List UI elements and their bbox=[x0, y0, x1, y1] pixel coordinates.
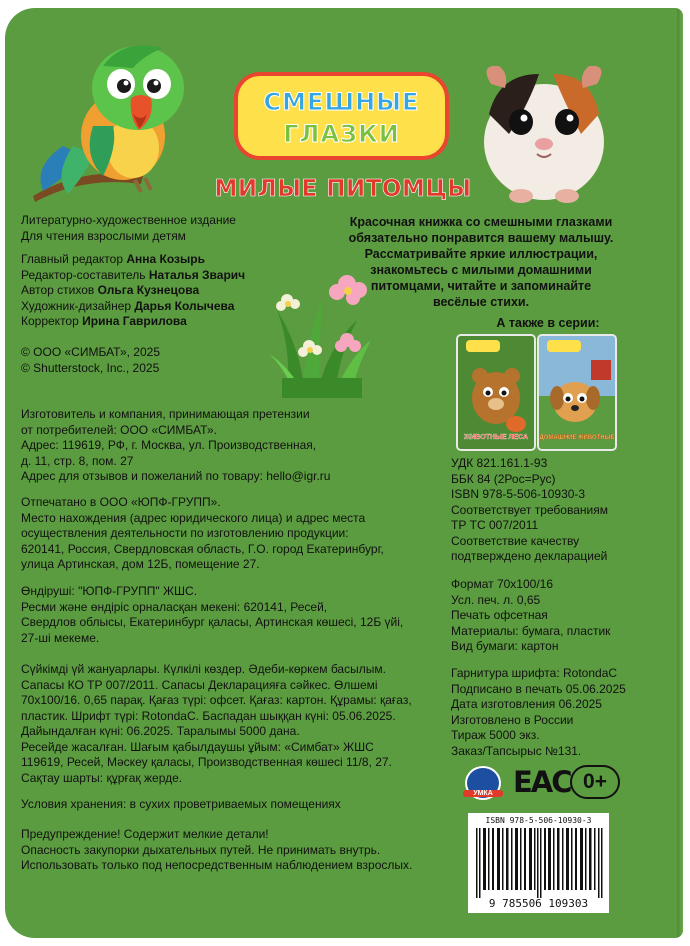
warning-line: Использовать только под непосредственным наблюдением взрослых. bbox=[21, 858, 413, 872]
credit-poems-author: Автор стихов Ольга Кузнецова bbox=[21, 283, 200, 297]
age-rating-text: 0+ bbox=[583, 770, 607, 793]
compliance-line: Соответствие качеству bbox=[451, 533, 580, 548]
copyright-line: © Shutterstock, Inc., 2025 bbox=[21, 360, 160, 375]
kz-info-line: Сапасы КО ТР 007/2011. Сапасы Декларацияға сәйкес. Өлшемі bbox=[21, 677, 378, 692]
credit-designer: Художник-дизайнер Дарья Колычева bbox=[21, 298, 235, 313]
manufacturer-line: от потребителей: ООО «СИМБАТ». bbox=[21, 422, 217, 437]
kz-info-line: пластик. Шрифт түрі: RotondaC. Баспадан шыққан күні: 05.06.2025. bbox=[21, 708, 396, 723]
udk: УДК 821.161.1-93 bbox=[451, 456, 548, 470]
print-info-line: Гарнитура шрифта: RotondaC bbox=[451, 666, 618, 680]
printer-line: Место нахождения (адрес юридического лица) и адрес места bbox=[21, 510, 366, 525]
warning-line: Предупреждение! Содержит мелкие детали! bbox=[21, 827, 269, 841]
parrot-illustration bbox=[23, 26, 223, 206]
credit-proofreader: Корректор Ирина Гаврилова bbox=[21, 314, 187, 328]
description-line: знакомьтесь с милыми домашними bbox=[370, 263, 592, 277]
credit-chief-editor: Главный редактор Анна Козырь bbox=[21, 252, 205, 266]
barcode-isbn-label: ISBN 978-5-506-10930-3 bbox=[485, 816, 592, 825]
series-book-title: ЖИВОТНЫЕ ЛЕСА bbox=[464, 434, 528, 441]
print-info-line: Дата изготовления 06.2025 bbox=[451, 697, 602, 711]
kz-info-line: Сақтау шарты: құрғақ жерде. bbox=[21, 770, 183, 785]
credit-compiler: Редактор-составитель Наталья Зварич bbox=[21, 267, 246, 282]
description-line: питомцами, читайте и запоминайте bbox=[370, 279, 592, 293]
print-info-line: Заказ/Тапсырыс №131. bbox=[451, 743, 582, 758]
series-book-cover bbox=[537, 334, 617, 451]
umka-logo-text: УМКА bbox=[463, 790, 503, 797]
bear-cover-art bbox=[458, 336, 534, 449]
kz-printer-line: Өндіруші: "ЮПФ-ГРУПП" ЖШС. bbox=[21, 584, 198, 598]
edition-audience: Для чтения взрослыми детям bbox=[21, 228, 186, 243]
barcode-digits: 9 785506 109303 bbox=[488, 897, 589, 910]
description-line: Красочная книжка со смешными глазками bbox=[349, 215, 613, 229]
printer-line: осуществления деятельности по изготовлению продукции: bbox=[21, 526, 349, 540]
cover-spine-edge bbox=[677, 8, 683, 938]
storage-conditions: Условия хранения: в сухих проветриваемых помещениях bbox=[21, 797, 341, 811]
printer-line: Отпечатано в ООО «ЮПФ-ГРУПП». bbox=[21, 495, 221, 509]
print-info-line: Подписано в печать 05.06.2025 bbox=[451, 681, 626, 696]
series-book-cover bbox=[456, 334, 536, 451]
compliance-line: подтверждено декларацией bbox=[451, 549, 608, 563]
format-line: Формат 70х100/16 bbox=[451, 577, 554, 591]
logo-line-2: ГЛАЗКИ bbox=[283, 120, 400, 148]
format-line: Вид бумаги: картон bbox=[451, 639, 559, 653]
format-line: Печать офсетная bbox=[451, 608, 548, 622]
book-title: МИЛЫЕ ПИТОМЦЫ bbox=[214, 176, 472, 202]
barcode bbox=[468, 813, 609, 913]
manufacturer-line: д. 11, стр. 8, пом. 27 bbox=[21, 453, 134, 468]
kz-printer-line: Ресми және өндіріс орналасқан мекені: 620141, Ресей, bbox=[21, 599, 328, 614]
description-line: весёлые стихи. bbox=[432, 295, 530, 309]
edition-type: Литературно-художественное издание bbox=[21, 213, 236, 227]
kz-info-line: 119619, Ресей, Мәскеу қаласы, Производственная көшесі 11/8, 27. bbox=[21, 755, 392, 769]
description-line: обязательно понравится вашему малышу. bbox=[348, 231, 614, 245]
kz-info-line: Сүйкімді үй жануарлары. Күлкілі көздер. Әдеби-көркем басылым. bbox=[21, 662, 386, 676]
guinea-pig-illustration bbox=[469, 44, 619, 206]
puppy-cover-art bbox=[539, 336, 615, 449]
format-line: Усл. печ. л. 0,65 bbox=[451, 592, 541, 607]
series-book-title: ДОМАШНИЕ ЖИВОТНЫЕ bbox=[539, 435, 615, 441]
eac-mark: EAC bbox=[513, 765, 571, 799]
printer-line: 620141, Россия, Свердловская область, Г.О. город Екатеринбург, bbox=[21, 541, 384, 556]
print-info-line: Тираж 5000 экз. bbox=[451, 728, 540, 742]
warning-line: Опасность закупорки дыхательных путей. Не принимать внутрь. bbox=[21, 842, 381, 857]
kz-printer-line: Свердлов облысы, Екатеринбург қаласы, Артинская көшесі, 12Б үйі, bbox=[21, 615, 404, 629]
series-logo bbox=[234, 72, 449, 160]
manufacturer-line: Изготовитель и компания, принимающая претензии bbox=[21, 407, 310, 421]
barcode-bars bbox=[476, 828, 604, 898]
isbn: ISBN 978-5-506-10930-3 bbox=[451, 487, 586, 501]
manufacturer-line: Адрес: 119619, РФ, г. Москва, ул. Производственная, bbox=[21, 438, 317, 452]
kz-printer-line: 27-ші мекеме. bbox=[21, 630, 100, 645]
kz-info-line: Ресейде жасалған. Шағым қабылдаушы ұйым: «Симбат» ЖШС bbox=[21, 739, 374, 754]
kz-info-line: 70х100/16. 0,65 парақ. Қағаз түрі: офсет. Қағаз: картон. Құрамы: қағаз, bbox=[21, 693, 412, 707]
description-line: Рассматривайте яркие иллюстрации, bbox=[364, 247, 598, 261]
format-line: Материалы: бумага, пластик bbox=[451, 623, 611, 638]
print-info-line: Изготовлено в России bbox=[451, 712, 574, 727]
age-rating-badge bbox=[570, 765, 620, 799]
kz-info-line: Дайындалған күні: 06.2025. Таралымы 5000 дана. bbox=[21, 724, 300, 738]
bbk: ББК 84 (2Рос=Рус) bbox=[451, 471, 556, 486]
umka-logo bbox=[465, 766, 501, 800]
copyright-line: © ООО «СИМБАТ», 2025 bbox=[21, 345, 160, 359]
logo-line-1: СМЕШНЫЕ bbox=[263, 88, 420, 116]
series-heading: А также в серии: bbox=[496, 316, 600, 330]
back-cover bbox=[5, 8, 683, 938]
feedback-email: Адрес для отзывов и пожеланий по товару: hello@igr.ru bbox=[21, 469, 331, 483]
compliance-line: ТР ТС 007/2011 bbox=[451, 518, 539, 532]
printer-line: улица Артинская, дом 12Б, помещение 27. bbox=[21, 557, 260, 571]
compliance-line: Соответствует требованиям bbox=[451, 502, 608, 517]
